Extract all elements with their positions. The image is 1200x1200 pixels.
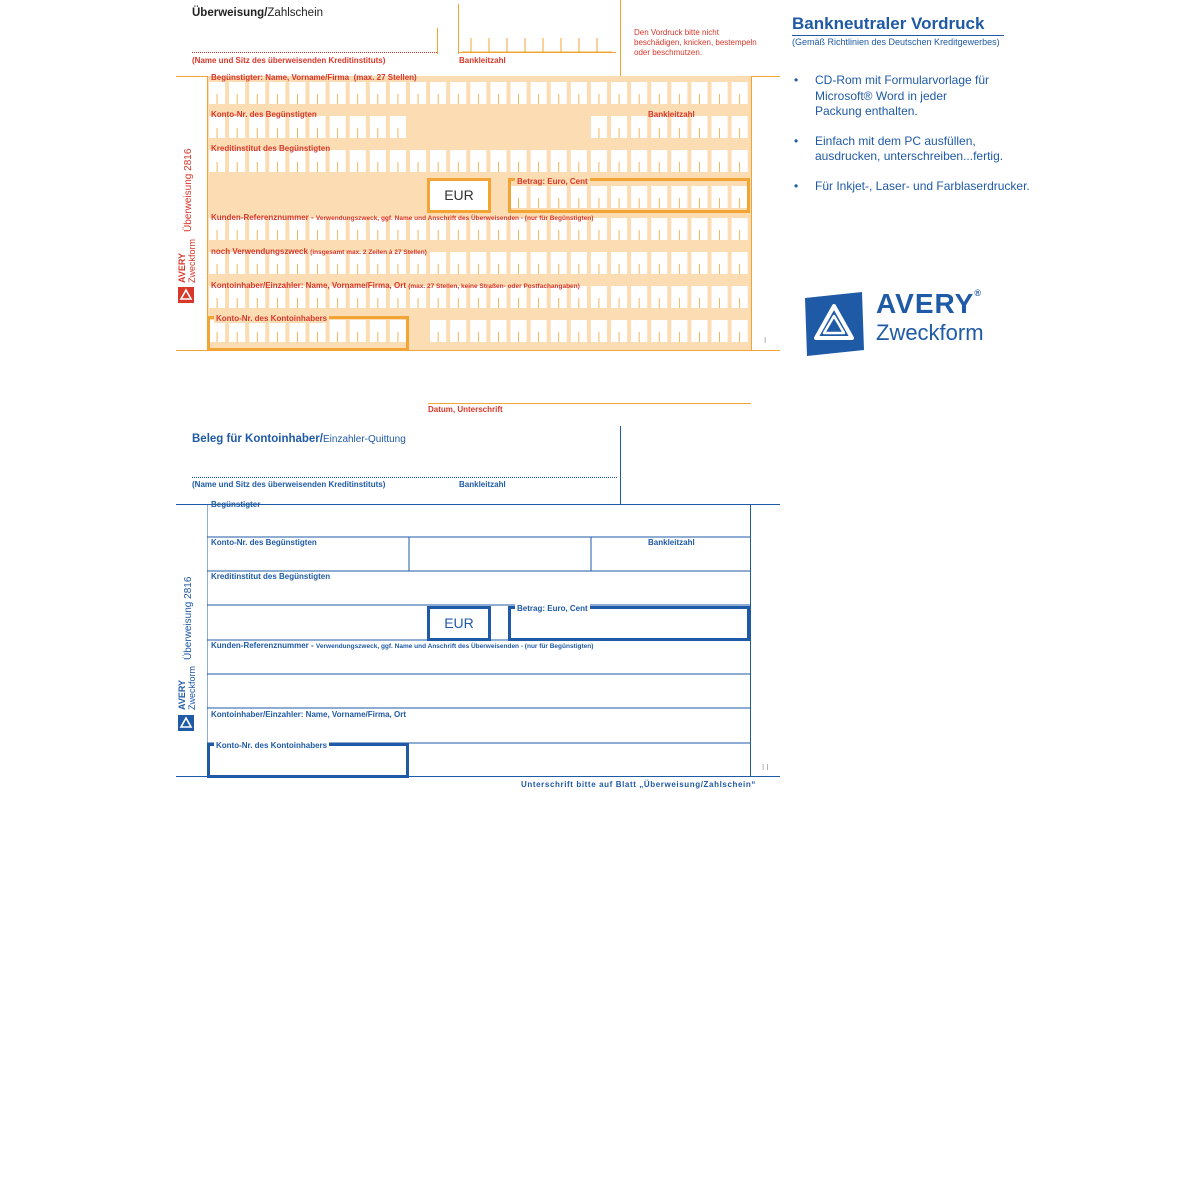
info-panel [792, 14, 1192, 194]
receipt-holder-account-label: Konto-Nr. des Kontoinhabers [216, 741, 328, 750]
info-subheading: (Gemäß Richtlinien des Deutschen Kreditgewerbes) [792, 37, 1000, 47]
receipt-holder-label: Kontoinhaber/Einzahler: Name, Vorname/Firma, Ort [211, 710, 406, 719]
header-bank-code-comb[interactable] [462, 30, 612, 52]
receipt-payee-bank-code-label: Bankleitzahl [648, 538, 695, 547]
handling-notice: Den Vordruck bitte nicht beschädigen, knicken, bestempeln oder beschmutzen. [634, 28, 757, 57]
receipt-edge-mark: I I [762, 763, 769, 772]
receipt-bank-code-label: Bankleitzahl [459, 480, 506, 489]
list-item: • Einfach mit dem PC ausfüllen, ausdrucken, unterschreiben...fertig. [794, 133, 1004, 163]
transfer-form [0, 0, 780, 420]
amount-label: Betrag: Euro, Cent [517, 177, 588, 186]
receipt-title: Beleg für Kontoinhaber/Einzahler-Quittung [192, 433, 406, 445]
institution-label: Kreditinstitut des Begünstigten [211, 144, 331, 153]
account-label: Konto-Nr. des Begünstigten [211, 110, 317, 119]
side-form-number: Überweisung 2816 [183, 148, 194, 232]
list-item: • Für Inkjet-, Laser- und Farblaserdrucker. [794, 178, 1030, 193]
signature-note: Unterschrift bitte auf Blatt „Überweisung/Zahlschein“ [521, 780, 756, 789]
avery-logo-icon [802, 292, 866, 356]
receipt-side-logo-icon [178, 715, 194, 731]
receipt-reference-label: Kunden-Referenznummer - Verwendungszweck, ggf. Name und Anschrift des Überweisenden - (nur für Begünstigten) [211, 641, 594, 650]
list-item: • CD-Rom mit Formularvorlage für Microsoft® Word in jeder Packung enthalten. [794, 73, 990, 118]
receipt-institution-label: Kreditinstitut des Begünstigten [211, 572, 331, 581]
payee-label: Begünstigter: Name, Vorname/Firma (max. 27 Stellen) [211, 73, 417, 82]
date-signature-label: Datum, Unterschrift [428, 405, 503, 414]
reference-label: Kunden-Referenznummer - Verwendungszweck, ggf. Name und Anschrift des Überweisenden - (nur für Begünstigten) [211, 213, 594, 222]
sub-brand: Zweckform [876, 320, 984, 345]
avery-logo [802, 288, 1012, 358]
brand-name: AVERY® [876, 288, 982, 319]
holder-account-label: Konto-Nr. des Kontoinhabers [216, 314, 328, 323]
side-brand: AVERY Zweckform [177, 238, 197, 283]
form-title: Überweisung/Zahlschein [192, 7, 324, 19]
receipt-bank-name-label: (Name und Sitz des überweisenden Kreditinstituts) [192, 480, 386, 489]
edge-mark: I [764, 336, 767, 345]
bank-name-label: (Name und Sitz des überweisenden Kreditinstituts) [192, 56, 386, 65]
purpose-label: noch Verwendungszweck (insgesamt max. 2 Zeilen à 27 Stellen) [211, 247, 427, 256]
bank-code-label: Bankleitzahl [459, 56, 506, 65]
receipt-form [0, 420, 780, 800]
info-heading: Bankneutraler Vordruck [792, 14, 985, 33]
holder-label: Kontoinhaber/Einzahler: Name, Vorname/Firma, Ort (max. 27 Stellen, keine Straßen- oder Postfachangaben) [211, 281, 580, 290]
currency-box: EUR [427, 178, 491, 213]
side-logo-icon [178, 287, 194, 303]
receipt-payee-label: Begünstigter [211, 500, 261, 509]
receipt-currency-box: EUR [427, 606, 491, 641]
feature-list [792, 73, 1192, 194]
receipt-side-brand: AVERY Zweckform [177, 665, 197, 710]
receipt-side-form-number: Überweisung 2816 [183, 576, 194, 660]
payee-bank-code-label: Bankleitzahl [648, 110, 695, 119]
receipt-amount-label: Betrag: Euro, Cent [517, 604, 588, 613]
receipt-account-label: Konto-Nr. des Begünstigten [211, 538, 317, 547]
